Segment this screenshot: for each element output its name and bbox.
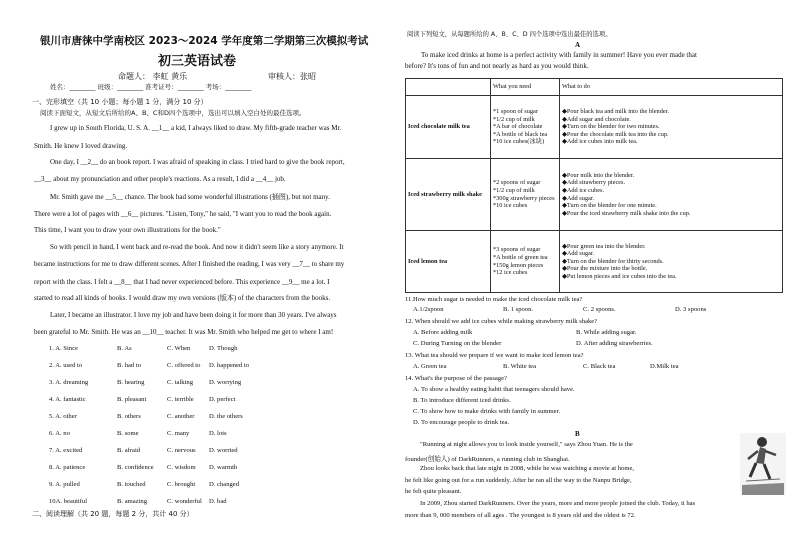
option-c[interactable]: C. many (167, 430, 190, 437)
intro-line: To make iced drinks at home is a perfect activity with family in summer! Have you ever made that (421, 51, 697, 59)
option-d[interactable]: D. warmth (209, 464, 238, 471)
option-d[interactable]: D. bad (209, 498, 227, 505)
passage-line: I grew up in South Florida, U. S. A. __1__ a kid, I always liked to draw. My fifth-grade teacher was Mr. (50, 124, 342, 132)
passage-line: Zhou looks back that late night in 2008, while he was watching a movie at home, (420, 465, 635, 472)
option-c[interactable]: C. another (167, 413, 195, 420)
option-b[interactable]: B. had to (117, 362, 141, 369)
option-a[interactable]: 10A. beautiful (49, 498, 88, 505)
passage-line: he felt quite pleasant. (405, 488, 462, 495)
ingredients-cell (491, 159, 560, 231)
option-d[interactable]: D. lots (209, 430, 227, 437)
step: ◆Pour the mixture into the bottle. (562, 265, 648, 273)
steps-cell (560, 159, 783, 231)
recipe-table (405, 78, 783, 293)
section1-instructions: 阅读下面短文，从短文后所给的A、B、C和D四个选项中，选出可以填入空白处的最佳选项。 (40, 109, 306, 117)
step: ◆Add strawberry pieces. (562, 179, 626, 187)
option-b[interactable]: B. afraid (117, 447, 141, 454)
step: ◆Pour green tea into the blender. (562, 242, 646, 250)
option-c[interactable]: C. talking (167, 379, 194, 386)
step: ◆Pour the chocolate milk tea into the cup. (562, 130, 669, 138)
ingredient: *150g lemon pieces (493, 261, 544, 269)
option-c[interactable]: C. brought (167, 481, 196, 488)
option-d[interactable]: D. 3 spoons (675, 306, 707, 313)
passage-b-label: B (575, 430, 580, 438)
step: ◆Add sugar. (562, 250, 595, 258)
passage-line: became instructions for me to draw different scenes. After I finished the reading, I was very __7__ to share my (34, 260, 345, 268)
option-a[interactable]: A.1/2spoon (413, 306, 444, 313)
ingredient: *1/2 cup of milk (493, 186, 535, 194)
passage-line: founder(创始人) of DarkRunners, a running club in Shanghai. (405, 456, 570, 463)
intro-line: before? It's tons of fun and not nearly as hard as you would think. (405, 62, 589, 70)
passage-line: __3__ about my pronunciation and other people's reactions. As a result, I did a __4__ job. (34, 175, 286, 183)
ingredient: *A bottle of green tea (493, 253, 548, 261)
step: ◆Pour the iced strawberry milk shake into the cup. (562, 209, 691, 217)
ingredients-cell (491, 231, 560, 293)
passage-line: been grateful to Mr. Smith. He was an __10__ teacher. It was Mr. Smith who helped me get to where I am! (34, 328, 334, 336)
option-b[interactable]: B. To introduce different iced drinks. (413, 397, 511, 404)
question-stem: 11.How much sugar is needed to make the iced chocolate milk tea? (405, 296, 583, 303)
option-d[interactable]: D. To encourage people to drink tea. (413, 419, 510, 426)
option-b[interactable]: B. others (117, 413, 141, 420)
step: ◆Add ice cubes. (562, 186, 605, 194)
option-a[interactable]: 8. A. patience (49, 464, 86, 471)
table-header: What to do (560, 79, 783, 96)
runner-illustration (740, 433, 786, 495)
table-row (406, 96, 783, 159)
step: ◆Put lemon pieces and ice cubes into the tea. (562, 272, 677, 280)
ingredient: *10 ice cubes (493, 202, 528, 210)
option-b[interactable]: B. While adding sugar. (576, 329, 637, 336)
option-a[interactable]: 3. A. dreaming (49, 379, 89, 386)
passage-line: There were a lot of pages with __6__ pictures. "Listen, Tony," he said, "I want you to read the book again. (34, 210, 332, 218)
option-a[interactable]: A. Before adding milk (413, 329, 473, 336)
option-c[interactable]: C. wisdom (167, 464, 196, 471)
option-c[interactable]: C. During Turning on the blender (413, 340, 502, 347)
option-a[interactable]: 9. A. pulled (49, 481, 80, 488)
option-b[interactable]: B. pleasant (117, 396, 147, 403)
passage-line: he felt like going out for a run suddenly. After he ran all the way to the Nanpu Bridge, (405, 477, 632, 484)
step: ◆Turn on the blender for thirty seconds. (562, 257, 664, 265)
table-header-row (406, 79, 783, 96)
ingredients-cell (491, 96, 560, 159)
passage-line: more than 9, 000 members of all ages . The youngest is 8 years old and the oldest is 72. (405, 512, 636, 519)
step: ◆Pour black tea and milk into the blender. (562, 108, 669, 116)
option-c[interactable]: C. offered to (167, 362, 201, 369)
option-a[interactable]: 6. A. no (49, 430, 70, 437)
paper-subtitle: 初三英语试卷 (158, 54, 237, 69)
option-c[interactable]: C. 2 spoons. (583, 306, 616, 313)
option-a[interactable]: 4. A. fantastic (49, 396, 86, 403)
passage-line: This time, I want you to draw your own illustrations for the book." (34, 226, 221, 234)
option-d[interactable]: D. Though (209, 345, 238, 352)
ingredient: *10 ice cubes(冰块) (493, 138, 545, 146)
passage-line: "Running at night allows you to look inside yourself," says Zhou Yuan. He is the (420, 441, 633, 448)
passage-line: One day, I __2__ do an book report. I was afraid of speaking in class. I tried hard to give the book report, (50, 158, 345, 166)
option-d[interactable]: D.Milk tea (650, 363, 679, 370)
passage-line: Smith. He knew I loved drawing. (34, 142, 128, 150)
step: ◆Turn on the blender for two minutes. (562, 123, 660, 131)
option-a[interactable]: A. To show a healthy eating habit that teenagers should have. (413, 386, 575, 393)
exam-title: 银川市唐徕中学南校区 2023～2024 学年度第二学期第三次模拟考试 (40, 35, 369, 47)
option-d[interactable]: D. happened to (209, 362, 250, 369)
option-c[interactable]: C. Black tea (583, 363, 616, 370)
ingredient: *1 spoon of sugar (493, 108, 538, 116)
drink-name: Iced chocolate milk tea (406, 96, 491, 159)
passage-line: Mr. Smith gave me __5__ chance. The book had some wonderful illustrations (插图), but not many. (50, 193, 330, 201)
option-c[interactable]: C. wonderful (167, 498, 202, 505)
option-a[interactable]: 5. A. other (49, 413, 77, 420)
question-stem: 12. When should we add ice cubes while making strawberry milk shake? (405, 318, 598, 325)
section1-heading: 一、完形填空（共 10 小题；每小题 1 分，满分 10 分） (32, 98, 208, 106)
option-c[interactable]: C. When (167, 345, 191, 352)
option-a[interactable]: 2. A. used to (49, 362, 83, 369)
option-a[interactable]: 1. A. Since (49, 345, 78, 352)
ingredient: *1/2 cup of milk (493, 115, 535, 123)
drink-name: Iced strawberry milk shake (406, 159, 491, 231)
drink-name: Iced lemon tea (406, 231, 491, 293)
section2-heading: 二、阅读理解（共 20 题，每题 2 分，共计 40 分） (32, 510, 194, 518)
option-b[interactable]: B. hearing (117, 379, 145, 386)
option-b[interactable]: B. confidence (117, 464, 154, 471)
option-b[interactable]: B. touched (117, 481, 146, 488)
option-c[interactable]: C. To show how to make drinks with family in summer. (413, 408, 561, 415)
step: ◆Turn on the blender for one minute. (562, 202, 657, 210)
table-header (406, 79, 491, 96)
step: ◆Add sugar and chocolate. (562, 115, 631, 123)
steps-cell (560, 231, 783, 293)
question-stem: 13. What tea should we prepare if we want to make iced lemon tea? (405, 352, 584, 359)
ingredient: *A bottle of black tea (493, 130, 548, 138)
table-row (406, 159, 783, 231)
step: ◆Add ice cubes into milk tea. (562, 138, 638, 146)
ingredient: *3 spoons of sugar (493, 246, 541, 254)
option-d[interactable]: D. changed (209, 481, 240, 488)
option-b[interactable]: B. 1 spoon. (503, 306, 534, 313)
reviewer: 审核人：张昭 (268, 72, 316, 81)
option-b[interactable]: B. amazing (117, 498, 148, 505)
table-row (406, 231, 783, 293)
option-d[interactable]: D. After adding strawberries. (576, 340, 653, 347)
option-b[interactable]: B. As (117, 345, 132, 352)
option-a[interactable]: A. Green tea (413, 363, 447, 370)
option-d[interactable]: D. worried (209, 447, 238, 454)
student-info-line: 姓名：________ 班级：________ 准考证号：________ 考场：________ (50, 83, 252, 91)
passage-line: report with the class. I felt a __8__ that I had never experienced before. This experience __9__ me a lot. I (34, 278, 330, 286)
step: ◆Add sugar. (562, 194, 595, 202)
reading-instructions: 阅读下列短文，从每题所给的 A、B、C、D 四个选项中选出最佳的选项。 (407, 31, 612, 38)
option-d[interactable]: D. the others (209, 413, 243, 420)
option-b[interactable]: B. White tea (503, 363, 537, 370)
ingredient: *300g strawberry pieces (493, 194, 555, 202)
option-d[interactable]: D. worrying (209, 379, 242, 386)
option-c[interactable]: C. terrible (167, 396, 194, 403)
option-d[interactable]: D. perfect (209, 396, 236, 403)
ingredient: *2 spoons of sugar (493, 179, 541, 187)
passage-line: Later, I became an illustrator. I love my job and have been doing it for more than 30 years. I've always (50, 311, 337, 319)
option-c[interactable]: C. nervous (167, 447, 196, 454)
ingredient: *A bar of chocolate (493, 123, 543, 131)
passage-line: started to read all kinds of books. I would draw my own versions (版本) of the characters from the books. (34, 294, 331, 302)
option-b[interactable]: B. some (117, 430, 139, 437)
question-stem: 14. What's the purpose of the passage? (405, 375, 507, 382)
table-header: What you need (491, 79, 560, 96)
proposers: 命题人： 李虹 黄乐 (118, 72, 188, 81)
step: ◆Pour milk into the blender. (562, 171, 635, 179)
option-a[interactable]: 7. A. excited (49, 447, 83, 454)
steps-cell (560, 96, 783, 159)
ingredient: *12 ice cubes (493, 269, 528, 277)
passage-line: In 2009, Zhou started DarkRunners. Over the years, more and more people joined the club. Today, it has (420, 500, 696, 507)
passage-a-label: A (575, 41, 581, 49)
passage-line: So with pencil in hand, I went back and re-read the book. And now it didn't seem like a story anymore. It (50, 243, 344, 251)
